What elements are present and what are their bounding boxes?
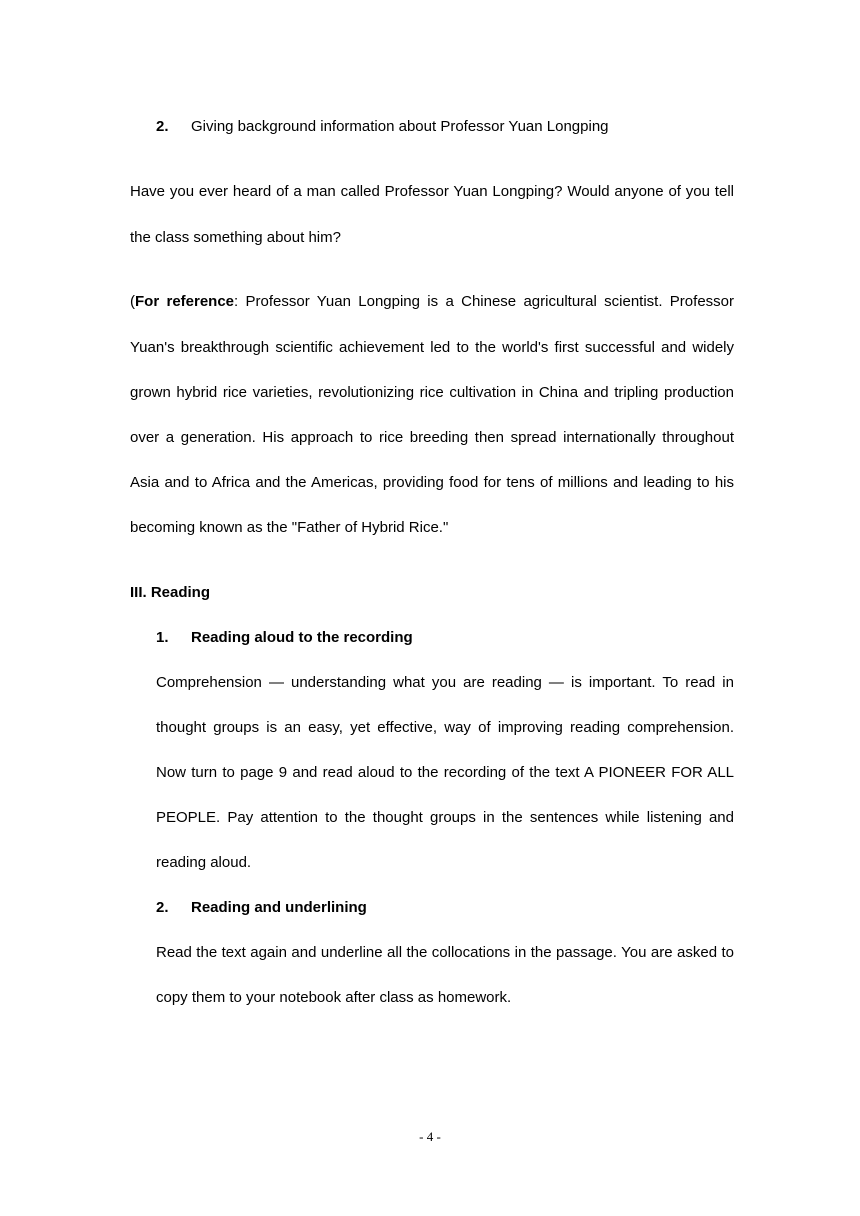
reference-line: becoming known as the "Father of Hybrid Rice.": [130, 519, 449, 536]
section-heading: III. Reading: [130, 584, 211, 601]
reference-text: : Professor Yuan Longping is a Chinese agricultural scientist. Professor: [234, 293, 734, 310]
question-line: the class something about him?: [130, 229, 341, 246]
item-text-line: PEOPLE. Pay attention to the thought groups in the sentences while listening and: [156, 809, 734, 826]
item-text-line: Read the text again and underline all the collocations in the passage. You are asked to: [156, 944, 734, 961]
reference-line: Yuan's breakthrough scientific achievement led to the world's first successful and widely: [130, 339, 734, 356]
item-text-line: thought groups is an easy, yet effective, way of improving reading comprehension.: [156, 719, 734, 736]
reference-label: For reference: [135, 293, 235, 310]
question-line: Have you ever heard of a man called Professor Yuan Longping? Would anyone of you tell: [130, 183, 734, 200]
reference-line: over a generation. His approach to rice breeding then spread internationally throughout: [130, 429, 734, 446]
reference-line: [130, 292, 734, 312]
reference-line: grown hybrid rice varieties, revolutionizing rice cultivation in China and tripling production: [130, 384, 734, 401]
section-title: Giving background information about Professor Yuan Longping: [191, 118, 609, 135]
item-number: 1.: [156, 629, 169, 646]
item-text-line: Now turn to page 9 and read aloud to the recording of the text A PIONEER FOR ALL: [156, 764, 734, 781]
item-title: Reading aloud to the recording: [191, 629, 413, 646]
item-text-line: copy them to your notebook after class as homework.: [156, 989, 512, 1006]
item-number: 2.: [156, 899, 169, 916]
item-text-line: reading aloud.: [156, 854, 252, 871]
item-text-line: Comprehension — understanding what you are reading — is important. To read in: [156, 674, 734, 691]
reference-line: Asia and to Africa and the Americas, providing food for tens of millions and leading to his: [130, 474, 734, 491]
section-number: 2.: [156, 118, 169, 135]
item-title: Reading and underlining: [191, 899, 367, 916]
open-paren: (: [130, 293, 135, 310]
page-number: - 4 -: [419, 1129, 441, 1144]
